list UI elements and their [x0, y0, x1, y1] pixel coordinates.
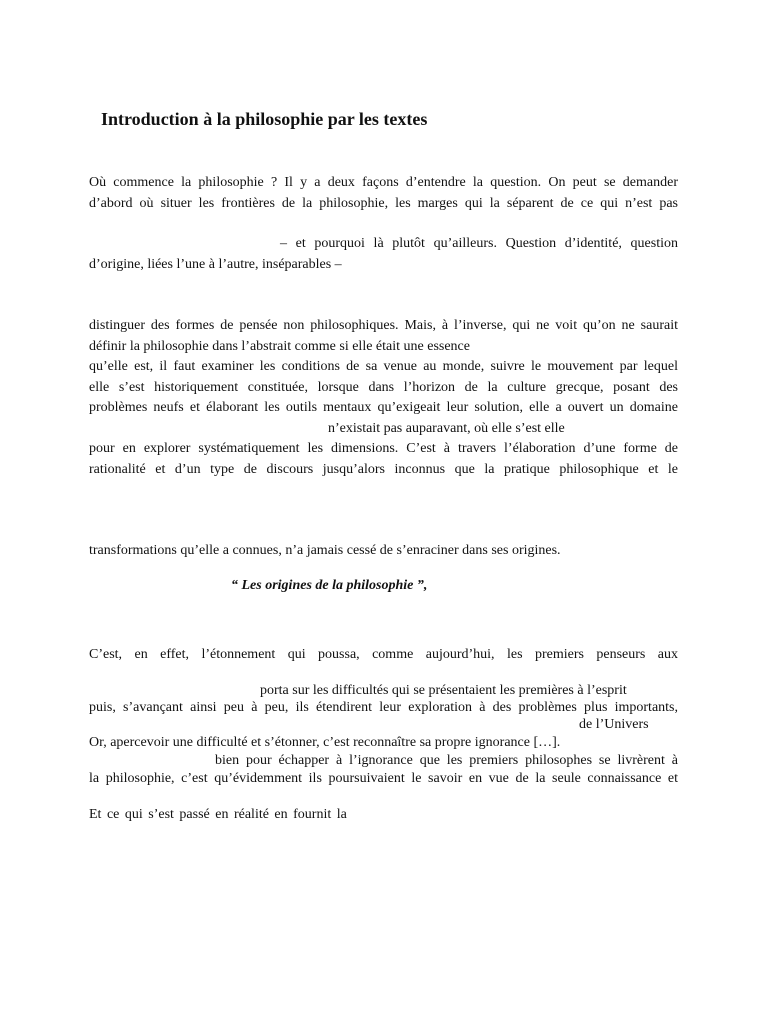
text-line-15: porta sur les difficultés qui se présentaient les premières à l’esprit [260, 683, 627, 698]
text-line-7: qu’elle est, il faut examiner les conditions de sa venue au monde, suivre le mouvement par lequel [89, 359, 678, 374]
text-line-9: problèmes neufs et élaborant les outils mentaux qu’exigeait leur solution, elle a ouvert un domaine [89, 400, 678, 415]
text-line-16: puis, s’avançant ainsi peu à peu, ils étendirent leur exploration à des problèmes plus importants, [89, 700, 678, 715]
text-line-19: bien pour échapper à l’ignorance que les premiers philosophes se livrèrent à [215, 753, 678, 768]
text-line-5: distinguer des formes de pensée non philosophiques. Mais, à l’inverse, qui ne voit qu’on ne saurait [89, 318, 678, 333]
text-line-13: transformations qu’elle a connues, n’a jamais cessé de s’enraciner dans ses origines. [89, 543, 561, 558]
document-title: Introduction à la philosophie par les textes [101, 109, 428, 129]
text-line-2: d’abord où situer les frontières de la philosophie, les marges qui la séparent de ce qui n’est pas [89, 196, 678, 211]
text-line-21: Et ce qui s’est passé en réalité en fournit la [89, 807, 347, 822]
text-line-18: Or, apercevoir une difficulté et s’étonner, c’est reconnaître sa propre ignorance […]. [89, 735, 561, 750]
text-line-14: C’est, en effet, l’étonnement qui poussa, comme aujourd’hui, les premiers penseurs aux [89, 647, 678, 662]
text-line-12: rationalité et d’un type de discours jusqu’alors inconnus que la pratique philosophique et le [89, 462, 678, 477]
text-line-10: n’existait pas auparavant, où elle s’est elle [328, 421, 565, 436]
text-line-11: pour en explorer systématiquement les dimensions. C’est à travers l’élaboration d’une forme de [89, 441, 678, 456]
text-line-1: Où commence la philosophie ? Il y a deux façons d’entendre la question. On peut se demander [89, 175, 678, 190]
text-line-3: – et pourquoi là plutôt qu’ailleurs. Question d’identité, question [280, 236, 678, 251]
quoted-title: “ Les origines de la philosophie ”, [231, 578, 428, 593]
text-line-20: la philosophie, c’est qu’évidemment ils poursuivaient le savoir en vue de la seule connaissance et [89, 771, 678, 786]
text-line-4: d’origine, liées l’une à l’autre, inséparables – [89, 257, 342, 272]
text-line-6: définir la philosophie dans l’abstrait comme si elle était une essence [89, 339, 470, 354]
text-line-8: elle s’est historiquement constituée, lorsque dans l’horizon de la culture grecque, posant des [89, 380, 678, 395]
text-line-17: de l’Univers [579, 717, 649, 732]
